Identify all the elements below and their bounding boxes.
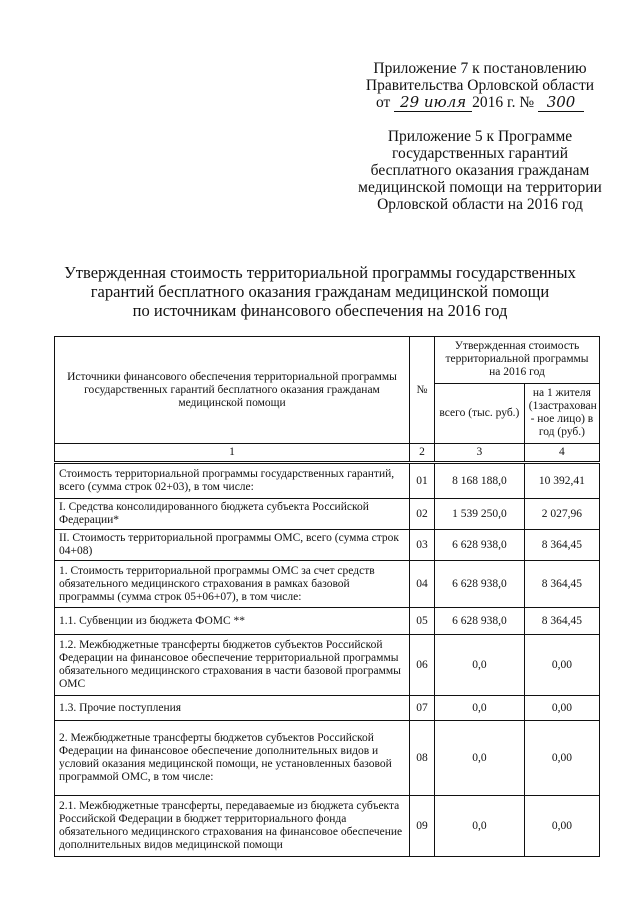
row-number: 01 [409,463,434,499]
title-line3: по источникам финансового обеспечения на 2016 год [132,301,508,320]
row-source: 1.3. Прочие поступления [55,696,410,721]
appendix5-line1: Приложение 5 к Программе [387,128,573,145]
header-cost-group: Утвержденная стоимость территориальной программы на 2016 год [435,337,600,384]
row-source: 2.1. Межбюджетные трансферты, передаваемые из бюджета субъекта Российской Федерации в бюджет территориального фонда обязательного медицинского страхования на финансовое обеспечение дополнительных видов медицинской помощи [55,796,410,857]
table-row [55,635,600,696]
row-total: 6 628 938,0 [435,530,525,561]
row-total: 0,0 [435,696,525,721]
row-per-capita: 0,00 [524,796,599,857]
row-total: 8 168 188,0 [435,463,525,499]
table-row [55,696,600,721]
row-source: 2. Межбюджетные трансферты бюджетов субъектов Российской Федерации на финансовое обеспечение дополнительных видов и условий оказания медицинской помощи, не установленных базовой программой ОМС, в том числе: [55,721,410,796]
handwritten-date: 29 июля [394,94,472,112]
appendix-5-header [330,128,630,213]
row-number: 09 [409,796,434,857]
appendix-7-header [330,60,630,112]
row-source: 1.1. Субвенции из бюджета ФОМС ** [55,608,410,635]
row-number: 05 [409,608,434,635]
column-number-3: 3 [435,444,525,463]
row-per-capita: 0,00 [524,721,599,796]
table-row [55,608,600,635]
row-per-capita: 8 364,45 [524,561,599,608]
appendix7-line2: Правительства Орловской области [365,77,595,94]
table-row [55,796,600,857]
row-per-capita: 0,00 [524,635,599,696]
table-row [55,499,600,530]
row-total: 6 628 938,0 [435,608,525,635]
appendix5-line5: Орловской области на 2016 год [377,196,583,213]
row-per-capita: 0,00 [524,696,599,721]
row-total: 6 628 938,0 [435,561,525,608]
column-number-1: 1 [55,444,410,463]
row-total: 0,0 [435,635,525,696]
document-title [40,263,600,320]
table-row [55,721,600,796]
row-number: 07 [409,696,434,721]
header-source: Источники финансового обеспечения территориальной программы государственных гарантий бесплатного оказания гражданам медицинской помощи [55,337,410,444]
appendix7-date-line [330,94,630,112]
cost-table [54,336,600,857]
row-number: 06 [409,635,434,696]
row-source: 1.2. Межбюджетные трансферты бюджетов субъектов Российской Федерации на финансовое обеспечение территориальной программы обязательного медицинского страхования в части базовой программы ОМС [55,635,410,696]
row-total: 0,0 [435,796,525,857]
appendix5-line3: бесплатного оказания гражданам [370,162,590,179]
appendix5-line4: медицинской помощи на территории [358,179,602,196]
row-per-capita: 2 027,96 [524,499,599,530]
appendix7-from: от [375,94,391,111]
column-number-2: 2 [409,444,434,463]
header-number: № [409,337,434,444]
row-per-capita: 10 392,41 [524,463,599,499]
row-source: 1. Стоимость территориальной программы ОМС за счет средств обязательного медицинского страхования в рамках базовой программы (сумма строк 05+06+07), в том числе: [55,561,410,608]
row-total: 0,0 [435,721,525,796]
row-source: I. Средства консолидированного бюджета субъекта Российской Федерации* [55,499,410,530]
appendix7-year: 2016 г. № [472,94,535,111]
title-line1: Утвержденная стоимость территориальной программы государственных [64,263,576,282]
header-total: всего (тыс. руб.) [435,383,525,443]
column-number-4: 4 [524,444,599,463]
header-per-capita: на 1 жителя (1застрахован - ное лицо) в год (руб.) [524,383,599,443]
row-per-capita: 8 364,45 [524,530,599,561]
row-number: 02 [409,499,434,530]
table-row [55,561,600,608]
row-source: II. Стоимость территориальной программы ОМС, всего (сумма строк 04+08) [55,530,410,561]
table-row [55,463,600,499]
row-number: 04 [409,561,434,608]
row-number: 03 [409,530,434,561]
row-per-capita: 8 364,45 [524,608,599,635]
appendix7-line1: Приложение 7 к постановлению [373,60,587,77]
row-total: 1 539 250,0 [435,499,525,530]
appendix5-line2: государственных гарантий [392,145,568,162]
row-number: 08 [409,721,434,796]
title-line2: гарантий бесплатного оказания гражданам медицинской помощи [90,282,550,301]
row-source: Стоимость территориальной программы государственных гарантий, всего (сумма строк 02+03), в том числе: [55,463,410,499]
table-row [55,530,600,561]
handwritten-number: 300 [538,94,584,112]
